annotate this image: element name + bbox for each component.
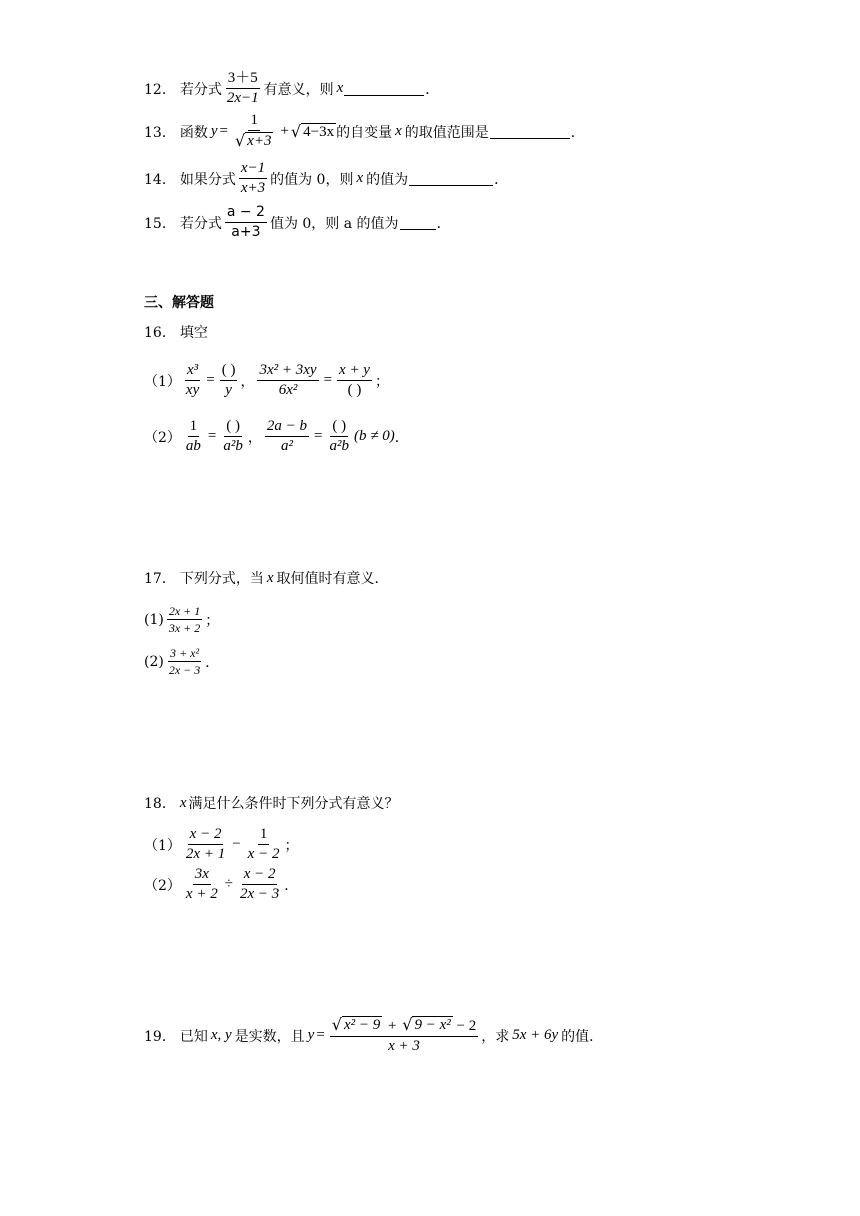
question-text: 的值．	[561, 1028, 604, 1045]
equals-sign: =	[323, 372, 333, 388]
fraction	[337, 362, 372, 399]
question-15	[144, 204, 451, 241]
equals-sign: =	[316, 1027, 325, 1043]
question-number: 15．	[144, 215, 176, 232]
question-12	[144, 70, 439, 107]
part-label: （2）	[144, 429, 181, 446]
fraction	[225, 204, 267, 241]
question-text: 的值为	[366, 171, 409, 188]
question-end: ．	[436, 215, 451, 232]
numerator: 2x + 1	[168, 604, 201, 618]
question-number: 12．	[144, 81, 176, 98]
question-text: 的取值范围是	[404, 124, 489, 141]
fraction	[246, 826, 282, 863]
numerator-blank[interactable]: ( )	[330, 418, 348, 437]
question-18	[144, 793, 399, 813]
denominator: x + 3	[388, 1038, 420, 1054]
radicand: x+3	[247, 133, 272, 149]
numerator: 1	[248, 112, 260, 131]
question-text: 值为 0，则 a 的值为	[269, 215, 399, 232]
fraction	[184, 826, 227, 863]
fraction	[327, 418, 351, 455]
numerator: 3 + x²	[170, 646, 200, 660]
section-heading: 三、解答题	[144, 295, 214, 311]
question-text: 是实数，且	[234, 1028, 305, 1045]
denominator: 2x−1	[226, 90, 259, 106]
condition: (b ≠ 0)	[353, 428, 395, 444]
numerator: x − 2	[242, 866, 278, 885]
denominator: xy	[185, 382, 200, 398]
numerator: 2a − b	[265, 418, 309, 437]
variable: y	[210, 123, 218, 139]
part-end: ；	[205, 612, 220, 629]
fraction	[167, 604, 202, 635]
question-text: 有意义，则	[263, 81, 334, 98]
answer-blank[interactable]	[344, 81, 424, 96]
denominator: x+3	[240, 180, 266, 196]
question-13	[144, 112, 585, 151]
question-number: 16．	[144, 325, 176, 341]
part-end: ．	[205, 654, 220, 671]
part-end: ．	[394, 429, 409, 446]
numerator: 3x² + 3xy	[257, 362, 318, 381]
fraction	[184, 418, 203, 455]
numerator: 1	[188, 418, 200, 437]
plus-sign: +	[388, 1018, 397, 1034]
denominator: 2x − 3	[239, 886, 280, 902]
denominator: x − 2	[247, 846, 280, 862]
radicand: 4−3x	[303, 124, 335, 140]
denominator: a²b	[329, 438, 349, 454]
question-end: ．	[570, 124, 585, 141]
fraction	[225, 70, 261, 107]
fraction	[239, 160, 267, 197]
numerator: x + y	[337, 362, 372, 381]
variables: x, y	[210, 1027, 232, 1043]
question-16	[144, 322, 208, 342]
denominator: 2x − 3	[168, 663, 201, 677]
numerator-blank[interactable]: ( )	[220, 362, 238, 381]
question-18-part-1	[144, 826, 298, 863]
question-end: ．	[425, 81, 440, 98]
question-text: 已知	[179, 1028, 208, 1045]
square-root	[332, 1016, 382, 1033]
part-label: (2)	[144, 653, 164, 670]
question-text: 函数	[179, 124, 208, 141]
square-root	[291, 123, 336, 140]
square-root	[235, 132, 273, 149]
question-number: 18．	[144, 796, 176, 812]
part-end: ；	[374, 373, 389, 390]
question-number: 19．	[144, 1028, 176, 1045]
equals-sign: =	[219, 123, 228, 139]
numerator	[330, 1016, 478, 1037]
variable: x	[179, 794, 187, 811]
term: − 2	[456, 1018, 477, 1034]
question-14	[144, 160, 508, 197]
denominator: a²b	[223, 438, 243, 454]
division-sign: ÷	[224, 876, 233, 892]
question-text: 的自变量	[336, 124, 393, 141]
fraction	[265, 418, 309, 455]
radicand: x² − 9	[344, 1017, 381, 1033]
separator: ，	[247, 429, 262, 446]
separator: ，	[240, 373, 255, 390]
numerator: x−1	[239, 160, 267, 179]
question-number: 14．	[144, 171, 176, 188]
question-text: 的值为 0，则	[270, 171, 354, 188]
question-17-part-2	[144, 646, 219, 677]
question-text: 填空	[179, 325, 208, 341]
numerator: x³	[185, 362, 200, 381]
denominator: ab	[185, 438, 201, 454]
question-text: ，求	[481, 1028, 510, 1045]
question-text: 如果分式	[179, 171, 236, 188]
fraction	[184, 362, 201, 399]
fraction	[167, 646, 202, 677]
radical-sign-icon: √	[331, 1015, 342, 1034]
fraction	[233, 112, 275, 151]
radicand: 9 − x²	[414, 1017, 451, 1033]
variable: x	[356, 170, 364, 186]
square-root	[402, 1016, 452, 1033]
numerator: 3x	[193, 866, 211, 885]
equals-sign: =	[207, 428, 217, 444]
question-17	[144, 568, 389, 588]
equals-sign: =	[314, 428, 323, 444]
question-number: 17．	[144, 571, 176, 587]
fraction	[330, 1016, 478, 1055]
question-number: 13．	[144, 124, 176, 141]
denominator: x + 2	[185, 886, 218, 902]
question-16-part-2	[144, 418, 409, 455]
numerator: a − 2	[225, 204, 267, 223]
fraction	[238, 866, 281, 903]
answer-blank[interactable]	[490, 124, 570, 139]
equals-sign: =	[206, 372, 215, 388]
question-text: 取何值时有意义．	[276, 571, 389, 587]
denominator: 3x + 2	[168, 621, 201, 635]
part-end: ；	[284, 837, 299, 854]
question-end: ．	[494, 171, 509, 188]
denominator: a+3	[231, 224, 261, 240]
fraction	[184, 866, 220, 903]
denominator: a²	[280, 438, 293, 454]
denominator	[233, 131, 275, 151]
question-text: 若分式	[179, 215, 222, 232]
question-text: 满足什么条件时下列分式有意义？	[188, 796, 399, 812]
answer-blank[interactable]	[400, 215, 436, 230]
question-19	[144, 1016, 603, 1055]
fraction	[220, 362, 238, 399]
question-text: 若分式	[179, 81, 222, 98]
variable: x	[336, 80, 344, 96]
variable: x	[266, 569, 274, 586]
radical-sign-icon: √	[234, 131, 246, 150]
part-label: (1)	[144, 611, 164, 628]
question-18-part-2	[144, 866, 298, 903]
denominator: y	[225, 382, 232, 398]
numerator: x − 2	[188, 826, 224, 845]
numerator: 3＋5	[226, 70, 260, 89]
variable: y	[307, 1027, 315, 1043]
part-label: （2）	[144, 877, 181, 894]
part-label: （1）	[144, 373, 181, 390]
variable: x	[395, 123, 402, 139]
question-text: 下列分式，当	[179, 571, 264, 587]
question-17-part-1	[144, 604, 219, 635]
numerator-blank[interactable]: ( )	[224, 418, 242, 437]
fraction	[221, 418, 245, 455]
question-16-part-1	[144, 362, 389, 399]
denominator-blank[interactable]: ( )	[347, 382, 362, 398]
denominator: 6x²	[278, 382, 298, 398]
answer-blank[interactable]	[409, 171, 493, 186]
part-label: （1）	[144, 837, 181, 854]
part-end: ．	[284, 877, 299, 894]
plus-sign: +	[280, 123, 289, 139]
minus-sign: −	[232, 836, 241, 852]
numerator: 1	[258, 826, 270, 845]
fraction	[257, 362, 318, 399]
expression: 5x + 6y	[512, 1027, 559, 1043]
radical-sign-icon: √	[290, 122, 302, 141]
radical-sign-icon: √	[402, 1015, 413, 1034]
denominator: 2x + 1	[185, 846, 226, 862]
